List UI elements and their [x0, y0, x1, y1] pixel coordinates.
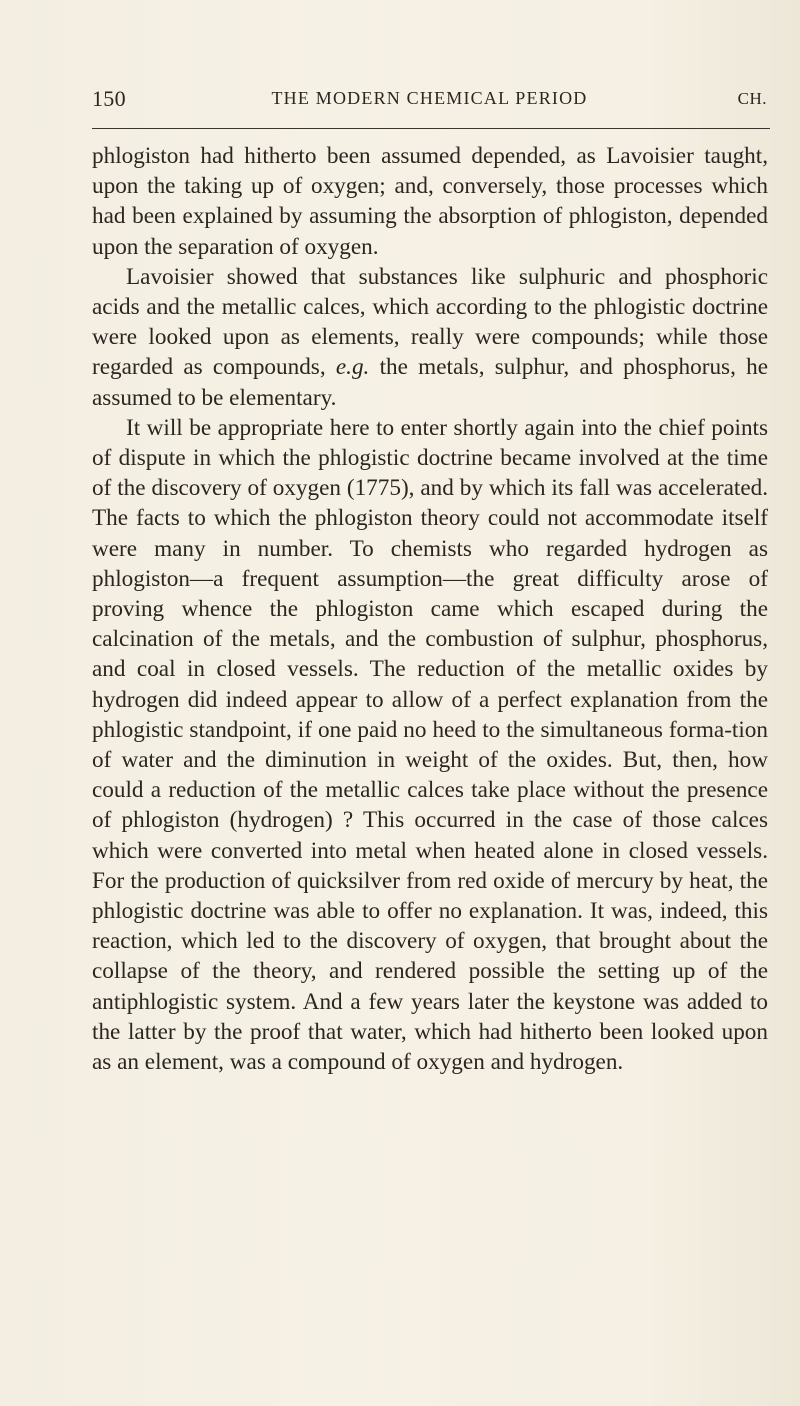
running-title: THE MODERN CHEMICAL PERIOD [271, 88, 588, 108]
page-number: 150 [92, 86, 126, 111]
paragraph-1: phlogiston had hitherto been assumed depended, as Lavoisier taught, upon the taking up of oxygen; and, conversely, those processes which had been explained by assuming the absorption of phlogiston, depended upon the separation of oxygen. [92, 143, 768, 260]
paragraph-2-italic: e.g. [335, 354, 370, 381]
paragraph-2-text-b: the metals, sulphur, and phosphorus, he assumed to be elementary. [92, 354, 768, 411]
paragraph-2 [92, 262, 768, 413]
paragraph-2-text-a: Lavoisier showed that substances like sulphuric and phosphoric acids and the metallic calces, which according to the phlogistic doctrine were looked upon as elements, really were compounds; while those regarded as compounds, [92, 263, 768, 381]
chapter-abbrev: CH. [737, 89, 767, 108]
body-text [92, 141, 768, 1077]
paragraph-3: It will be appropriate here to enter shortly again into the chief points of dispute in which the phlogistic doctrine became involved at the time of the discovery of oxygen (1775), and by which its fall was accelerated. The facts to which the phlogiston theory could not accommodate itself were many in number. To chemists who regarded hydrogen as phlogiston—a frequent assumption—the great difficulty arose of proving whence the phlogiston came which escaped during the calcination of the metals, and the combustion of sulphur, phosphorus, and coal in closed vessels. The reduction of the metallic oxides by hydrogen did indeed appear to allow of a perfect explanation from the phlogistic standpoint, if one paid no heed to the simultaneous forma-tion of water and the diminution in weight of the oxides. But, then, how could a reduction of the metallic calces take place without the presence of phlogiston (hydrogen) ? This occurred in the case of those calces which were converted into metal when heated alone in closed vessels. For the production of quicksilver from red oxide of mercury by heat, the phlogistic doctrine was able to offer no explanation. It was, indeed, this reaction, which led to the discovery of oxygen, that brought about the collapse of the theory, and rendered possible the setting up of the antiphlogistic system. And a few years later the keystone was added to the latter by the proof that water, which had hitherto been looked upon as an element, was a compound of oxygen and hydrogen. [92, 414, 768, 1076]
running-head [92, 86, 767, 116]
header-rule [92, 128, 770, 129]
